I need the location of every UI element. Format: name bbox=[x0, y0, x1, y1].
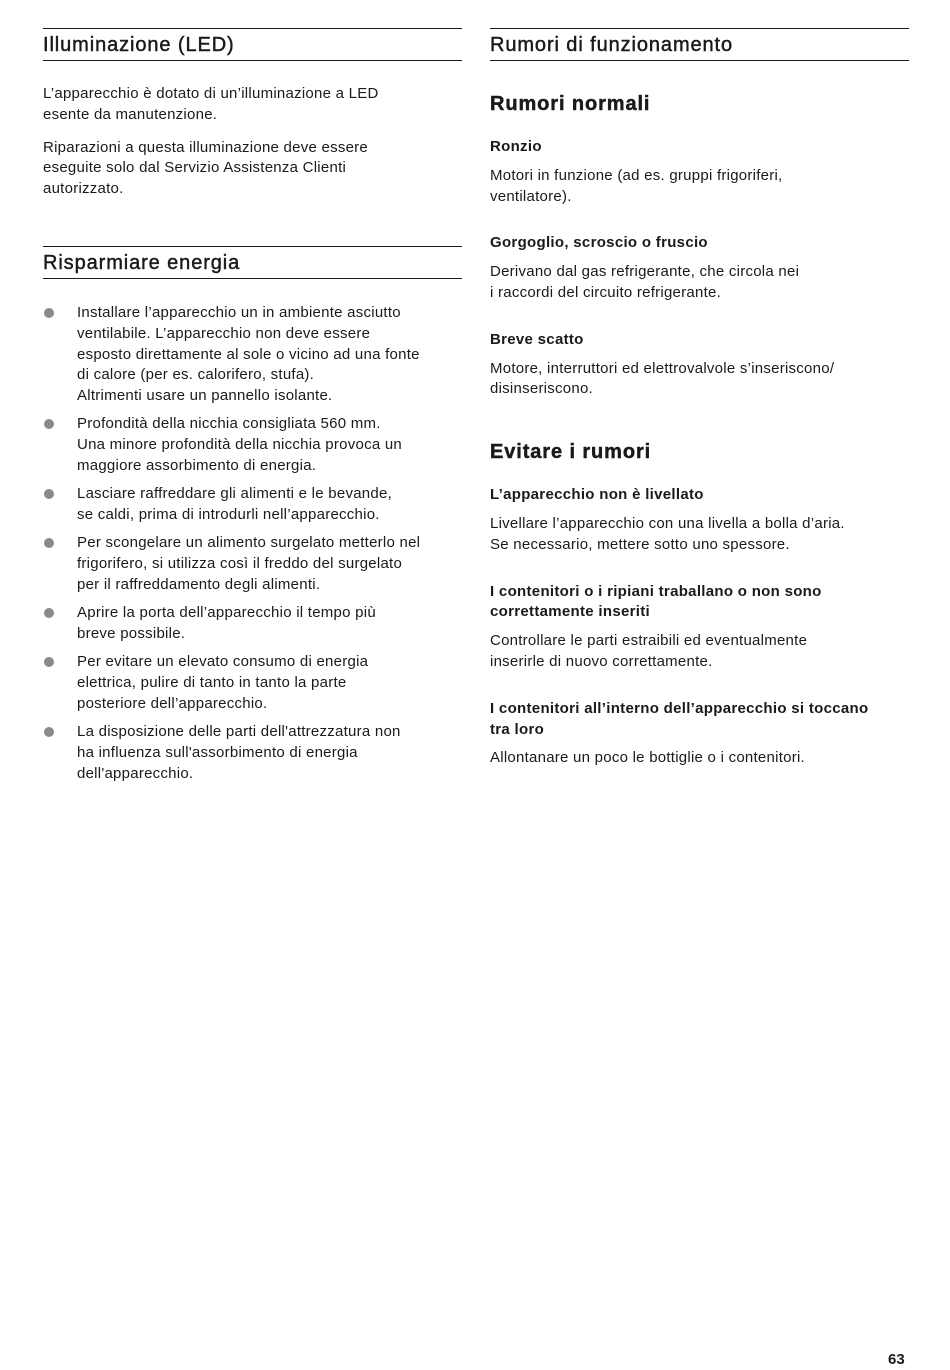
led-paragraph-1 bbox=[43, 84, 462, 126]
text-line: Livellare l’apparecchio con una livella a bolla d’aria. bbox=[490, 514, 845, 532]
text-line: elettrica, pulire di tanto in tanto la parte bbox=[77, 674, 347, 692]
text-line: esente da manutenzione. bbox=[43, 105, 218, 123]
text-line: Derivano dal gas refrigerante, che circola nei bbox=[490, 263, 800, 281]
item-text bbox=[490, 748, 909, 769]
text-line: Installare l’apparecchio un in ambiente asciutto bbox=[77, 303, 401, 321]
section-title-led: Illuminazione (LED) bbox=[43, 28, 462, 61]
section-title-noises: Rumori di funzionamento bbox=[490, 28, 909, 61]
text-line: autorizzato. bbox=[43, 180, 124, 198]
item-heading bbox=[490, 582, 909, 624]
text-line: frigorifero, si utilizza così il freddo del surgelato bbox=[77, 555, 403, 573]
text-line: Una minore profondità della nicchia provoca un bbox=[77, 436, 403, 454]
item-heading: Gorgoglio, scroscio o fruscio bbox=[490, 234, 708, 252]
text-line: I contenitori o i ripiani traballano o non sono bbox=[490, 582, 822, 600]
list-item bbox=[43, 603, 462, 645]
item-heading: Breve scatto bbox=[490, 330, 584, 348]
bullet-dot-icon bbox=[44, 538, 54, 548]
text-line: posteriore dell’apparecchio. bbox=[77, 695, 268, 713]
list-item bbox=[43, 484, 462, 526]
list-item bbox=[43, 414, 462, 476]
text-line: L’apparecchio non è livellato bbox=[490, 486, 704, 504]
item-text bbox=[490, 631, 909, 673]
text-line: Controllare le parti estraibili ed eventualmente bbox=[490, 632, 808, 650]
bullet-dot-icon bbox=[44, 419, 54, 429]
text-line: eseguite solo dal Servizio Assistenza Clienti bbox=[43, 159, 347, 177]
item-heading bbox=[490, 699, 909, 741]
text-line: per il raffreddamento degli alimenti. bbox=[77, 576, 321, 594]
page-number: 63 bbox=[888, 1351, 905, 1368]
text-line: ha influenza sull'assorbimento di energia bbox=[77, 744, 358, 762]
text-line: Allontanare un poco le bottiglie o i contenitori. bbox=[490, 749, 805, 767]
text-line: i raccordi del circuito refrigerante. bbox=[490, 283, 722, 301]
text-line: Se necessario, mettere sotto uno spessore. bbox=[490, 535, 790, 553]
text-line: maggiore assorbimento di energia. bbox=[77, 457, 317, 475]
item-text bbox=[490, 359, 909, 401]
text-line: L’apparecchio è dotato di un’illuminazione a LED bbox=[43, 85, 379, 102]
list-item bbox=[43, 533, 462, 595]
left-column bbox=[43, 28, 462, 792]
text-line: correttamente inseriti bbox=[490, 603, 650, 621]
led-paragraph-2 bbox=[43, 138, 462, 200]
subsection-title-normal-noises: Rumori normali bbox=[490, 93, 651, 115]
text-line: Motori in funzione (ad es. gruppi frigoriferi, bbox=[490, 166, 783, 184]
text-line: tra loro bbox=[490, 720, 545, 738]
text-line: ventilabile. L’apparecchio non deve essere bbox=[77, 324, 371, 342]
text-line: dell'apparecchio. bbox=[77, 764, 194, 782]
text-line: Aprire la porta dell’apparecchio il tempo più bbox=[77, 604, 376, 622]
text-line: Lasciare raffreddare gli alimenti e le bevande, bbox=[77, 485, 392, 503]
text-line: Per evitare un elevato consumo di energia bbox=[77, 653, 369, 671]
bullet-dot-icon bbox=[44, 608, 54, 618]
text-line: inserirle di nuovo correttamente. bbox=[490, 652, 713, 670]
item-heading: Ronzio bbox=[490, 138, 542, 155]
text-line: I contenitori all’interno dell’apparecchio si toccano bbox=[490, 699, 869, 717]
text-line: disinseriscono. bbox=[490, 380, 593, 398]
list-item bbox=[43, 722, 462, 784]
list-item bbox=[43, 652, 462, 714]
text-line: breve possibile. bbox=[77, 625, 186, 643]
item-heading bbox=[490, 485, 909, 506]
text-line: Profondità della nicchia consigliata 560 mm. bbox=[77, 415, 381, 433]
energy-tips-list bbox=[43, 303, 462, 785]
list-item bbox=[43, 303, 462, 407]
text-line: Riparazioni a questa illuminazione deve essere bbox=[43, 138, 369, 156]
bullet-dot-icon bbox=[44, 727, 54, 737]
section-title-energy: Risparmiare energia bbox=[43, 246, 462, 279]
text-line: Per scongelare un alimento surgelato metterlo nel bbox=[77, 534, 421, 552]
text-line: La disposizione delle parti dell'attrezzatura non bbox=[77, 723, 401, 741]
text-line: Altrimenti usare un pannello isolante. bbox=[77, 387, 333, 405]
right-column bbox=[490, 28, 909, 769]
item-text bbox=[490, 514, 909, 556]
text-line: se caldi, prima di introdurli nell’apparecchio. bbox=[77, 506, 380, 524]
item-text bbox=[490, 166, 909, 208]
bullet-dot-icon bbox=[44, 489, 54, 499]
bullet-dot-icon bbox=[44, 657, 54, 667]
subsection-title-avoid-noises: Evitare i rumori bbox=[490, 441, 652, 464]
item-text bbox=[490, 262, 909, 304]
bullet-dot-icon bbox=[44, 308, 54, 318]
text-line: di calore (per es. calorifero, stufa). bbox=[77, 366, 315, 384]
text-line: Motore, interruttori ed elettrovalvole s’inseriscono/ bbox=[490, 359, 835, 377]
text-line: esposto direttamente al sole o vicino ad una fonte bbox=[77, 345, 420, 363]
text-line: ventilatore). bbox=[490, 187, 572, 205]
